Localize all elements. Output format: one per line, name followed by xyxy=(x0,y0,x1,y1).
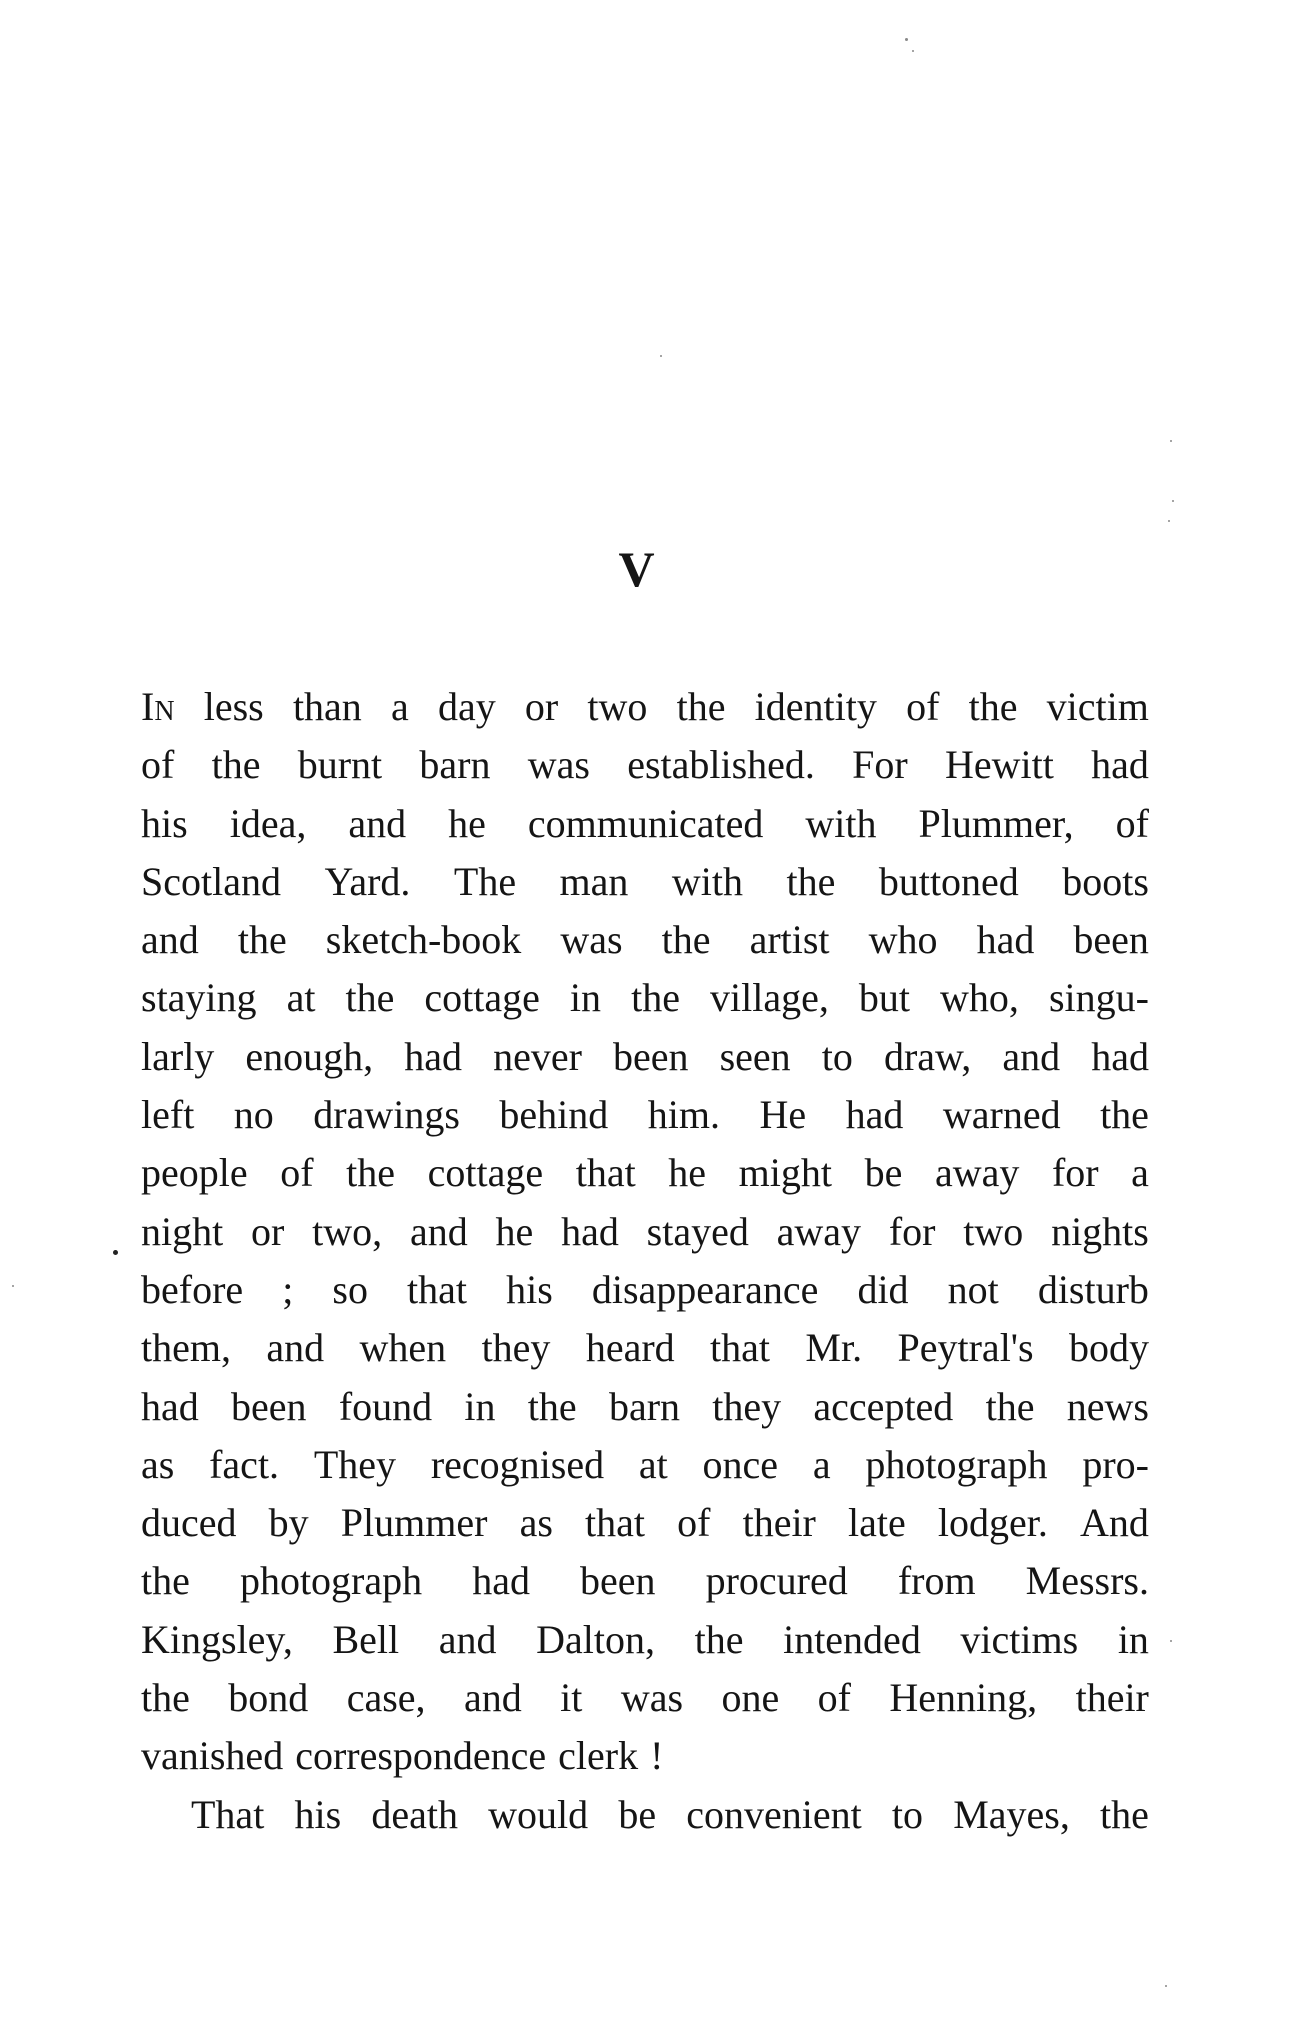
scan-speck xyxy=(12,1285,14,1287)
word: or xyxy=(524,684,559,729)
word: staying xyxy=(141,975,257,1021)
word: the xyxy=(345,975,395,1021)
word: Kingsley, xyxy=(141,1616,293,1662)
word: so xyxy=(332,1266,368,1312)
word: to xyxy=(821,1033,853,1079)
word: Bell xyxy=(332,1616,400,1662)
word: never xyxy=(493,1033,582,1079)
text-line xyxy=(141,1494,1149,1552)
chapter-numeral: V xyxy=(618,541,656,597)
word: buttoned xyxy=(878,858,1019,904)
scan-speck xyxy=(1170,440,1172,442)
margin-mark xyxy=(113,1250,118,1255)
word: the xyxy=(141,1675,190,1721)
word: Yard. xyxy=(324,858,411,904)
word: Plummer xyxy=(340,1500,488,1546)
word: by xyxy=(268,1500,309,1546)
word: or xyxy=(251,1208,285,1254)
text-line xyxy=(141,1086,1149,1144)
word: Hewitt xyxy=(945,742,1054,788)
word: village, xyxy=(709,975,829,1021)
word: Peytral's xyxy=(897,1325,1034,1371)
word: larly xyxy=(141,1033,215,1079)
word: had xyxy=(845,1092,904,1138)
word: convenient xyxy=(686,1791,862,1837)
word: it xyxy=(560,1675,583,1721)
word: he xyxy=(668,1150,707,1196)
word: and xyxy=(266,1325,325,1371)
word: a xyxy=(391,684,409,729)
word: and xyxy=(438,1616,497,1662)
word: stayed xyxy=(646,1208,749,1254)
word: would xyxy=(488,1791,589,1837)
word: two, xyxy=(312,1208,383,1254)
text-line xyxy=(141,1261,1149,1319)
word: one xyxy=(721,1675,780,1721)
word: the xyxy=(346,1150,396,1196)
word: had xyxy=(976,917,1035,963)
word: barn xyxy=(608,1383,681,1429)
word: before xyxy=(141,1266,244,1312)
word: singu- xyxy=(1048,975,1149,1021)
word: late xyxy=(848,1500,906,1546)
word: but xyxy=(858,975,910,1021)
word: barn xyxy=(419,742,491,788)
word: of xyxy=(817,1675,851,1721)
word: them, xyxy=(141,1325,231,1371)
word: They xyxy=(313,1441,397,1487)
word: In xyxy=(141,684,175,729)
word: at xyxy=(286,975,316,1021)
word: the xyxy=(985,1383,1035,1429)
word: body xyxy=(1068,1325,1149,1371)
word: be xyxy=(618,1791,657,1837)
word: of xyxy=(280,1150,314,1196)
word: Dalton, xyxy=(536,1616,655,1662)
word: found xyxy=(338,1383,433,1429)
word: the xyxy=(527,1383,577,1429)
word: been xyxy=(231,1383,307,1429)
word: and xyxy=(463,1675,522,1721)
word: their xyxy=(742,1500,816,1546)
word: left xyxy=(141,1092,195,1138)
word: had xyxy=(1091,1033,1149,1079)
word: heard xyxy=(585,1325,675,1371)
word: Plummer, xyxy=(918,800,1074,846)
word: photograph xyxy=(239,1558,423,1604)
text-line xyxy=(141,1319,1149,1377)
word: been xyxy=(1073,917,1149,963)
word: had xyxy=(561,1208,619,1254)
word: in xyxy=(464,1383,496,1429)
text-line xyxy=(141,736,1149,794)
text-line xyxy=(141,678,1149,736)
word: with xyxy=(805,800,877,846)
text-line xyxy=(141,1436,1149,1494)
word: day xyxy=(437,684,496,729)
word: the xyxy=(694,1616,744,1662)
word: victim xyxy=(1046,684,1149,729)
word: in xyxy=(1117,1616,1149,1662)
word: Henning, xyxy=(889,1675,1038,1721)
word: his xyxy=(294,1791,342,1837)
word: ! xyxy=(650,1733,664,1779)
word: The xyxy=(453,858,517,904)
word: duced xyxy=(141,1500,237,1546)
word: was xyxy=(560,917,623,963)
word: of xyxy=(1115,800,1149,846)
word: they xyxy=(481,1325,551,1371)
word: and xyxy=(409,1208,468,1254)
word: a xyxy=(812,1441,831,1487)
word: And xyxy=(1079,1500,1149,1546)
word: than xyxy=(292,684,362,729)
word: been xyxy=(612,1033,689,1079)
word: once xyxy=(702,1441,779,1487)
word: the xyxy=(631,975,680,1021)
word: Mayes, xyxy=(953,1791,1070,1837)
scan-speck xyxy=(905,38,908,41)
text-line xyxy=(141,1669,1149,1727)
word: for xyxy=(888,1208,936,1254)
word: intended xyxy=(783,1616,921,1662)
word: recognised xyxy=(430,1441,605,1487)
word: photograph xyxy=(865,1441,1048,1487)
scan-speck xyxy=(912,50,914,52)
word: night xyxy=(141,1208,224,1254)
word: correspondence xyxy=(295,1733,547,1779)
word: him. xyxy=(647,1092,720,1138)
word: communicated xyxy=(527,800,764,846)
text-line xyxy=(141,1727,1149,1785)
word: at xyxy=(638,1441,668,1487)
word: cottage xyxy=(427,1150,544,1196)
word: might xyxy=(738,1150,832,1196)
word: the xyxy=(141,1558,190,1604)
chapter-heading xyxy=(0,540,1294,598)
word: disturb xyxy=(1037,1266,1149,1312)
text-line xyxy=(141,969,1149,1027)
word: lodger. xyxy=(937,1500,1048,1546)
word: that xyxy=(407,1266,468,1312)
word: the xyxy=(211,742,261,788)
word: he xyxy=(448,800,486,846)
word: man xyxy=(559,858,629,904)
word: disappearance xyxy=(591,1266,819,1312)
word: to xyxy=(891,1791,924,1837)
word: That xyxy=(191,1791,265,1837)
scan-speck xyxy=(1168,520,1170,522)
word: that xyxy=(585,1500,645,1546)
word: vanished xyxy=(141,1733,284,1779)
word: that xyxy=(575,1150,636,1196)
word: had xyxy=(404,1033,462,1079)
word: when xyxy=(359,1325,447,1371)
word: that xyxy=(710,1325,771,1371)
word: for xyxy=(1051,1150,1099,1196)
text-line xyxy=(141,1552,1149,1610)
word: two xyxy=(963,1208,1024,1254)
word: bond xyxy=(228,1675,309,1721)
text-line xyxy=(141,795,1149,853)
word: burnt xyxy=(297,742,383,788)
word: Mr. xyxy=(805,1325,863,1371)
word: who xyxy=(868,917,938,963)
word: and xyxy=(1002,1033,1061,1079)
word: the xyxy=(1100,1092,1149,1138)
word: had xyxy=(1091,742,1149,788)
word: of xyxy=(141,742,175,788)
word: his xyxy=(141,800,188,846)
word: the xyxy=(661,917,711,963)
text-line xyxy=(141,1611,1149,1669)
word: He xyxy=(759,1092,807,1138)
word: Messrs. xyxy=(1025,1558,1149,1604)
word: away xyxy=(776,1208,862,1254)
word: their xyxy=(1075,1675,1149,1721)
word: in xyxy=(569,975,602,1021)
word: was xyxy=(527,742,590,788)
word: identity xyxy=(754,684,877,729)
word: warned xyxy=(942,1092,1061,1138)
word: For xyxy=(852,742,908,788)
text-line xyxy=(141,1786,1149,1844)
word: Scotland xyxy=(141,858,281,904)
word: been xyxy=(580,1558,656,1604)
scan-speck xyxy=(1172,500,1174,502)
word: and xyxy=(348,800,407,846)
word: artist xyxy=(749,917,830,963)
word: procured xyxy=(705,1558,848,1604)
word: the xyxy=(237,917,287,963)
word: they xyxy=(712,1383,782,1429)
scan-speck xyxy=(660,355,662,357)
word: case, xyxy=(346,1675,426,1721)
word: away xyxy=(934,1150,1020,1196)
word: he xyxy=(495,1208,534,1254)
word: was xyxy=(620,1675,684,1721)
word: the xyxy=(676,684,726,729)
word: who, xyxy=(940,975,1019,1021)
word: accepted xyxy=(813,1383,954,1429)
word: less xyxy=(203,684,264,729)
word: as xyxy=(519,1500,553,1546)
word: people xyxy=(141,1150,248,1196)
word: of xyxy=(906,684,940,729)
text-line xyxy=(141,1144,1149,1202)
body-text xyxy=(141,678,1149,1844)
word: be xyxy=(864,1150,903,1196)
word: victims xyxy=(960,1616,1079,1662)
word: nights xyxy=(1051,1208,1149,1254)
word: cottage xyxy=(424,975,540,1021)
word: as xyxy=(141,1441,175,1487)
word: the xyxy=(968,684,1018,729)
word: from xyxy=(897,1558,976,1604)
scan-speck xyxy=(1170,1640,1172,1642)
word: seen xyxy=(719,1033,791,1079)
word: two xyxy=(587,684,648,729)
word: clerk xyxy=(558,1733,639,1779)
word: no xyxy=(233,1092,274,1138)
word: pro- xyxy=(1082,1441,1149,1487)
word: death xyxy=(371,1791,458,1837)
word: enough, xyxy=(245,1033,374,1079)
word: had xyxy=(472,1558,530,1604)
word: and xyxy=(141,917,199,963)
word: established. xyxy=(627,742,815,788)
scan-speck xyxy=(1165,1985,1167,1987)
word: the xyxy=(786,858,836,904)
word: drawings xyxy=(313,1092,460,1138)
text-line xyxy=(141,911,1149,969)
word: had xyxy=(141,1383,199,1429)
word: sketch-book xyxy=(325,917,522,963)
word: his xyxy=(506,1266,553,1312)
word: the xyxy=(1100,1791,1149,1837)
word: boots xyxy=(1062,858,1149,904)
text-line xyxy=(141,1203,1149,1261)
word: with xyxy=(671,858,744,904)
word: draw, xyxy=(883,1033,972,1079)
word: behind xyxy=(499,1092,609,1138)
text-line xyxy=(141,853,1149,911)
text-line xyxy=(141,1378,1149,1436)
word: idea, xyxy=(229,800,307,846)
word: not xyxy=(947,1266,999,1312)
word: news xyxy=(1066,1383,1149,1429)
word: a xyxy=(1131,1150,1149,1196)
word: of xyxy=(677,1500,711,1546)
text-line xyxy=(141,1028,1149,1086)
word: did xyxy=(857,1266,909,1312)
word: ; xyxy=(282,1266,294,1312)
word: fact. xyxy=(209,1441,280,1487)
